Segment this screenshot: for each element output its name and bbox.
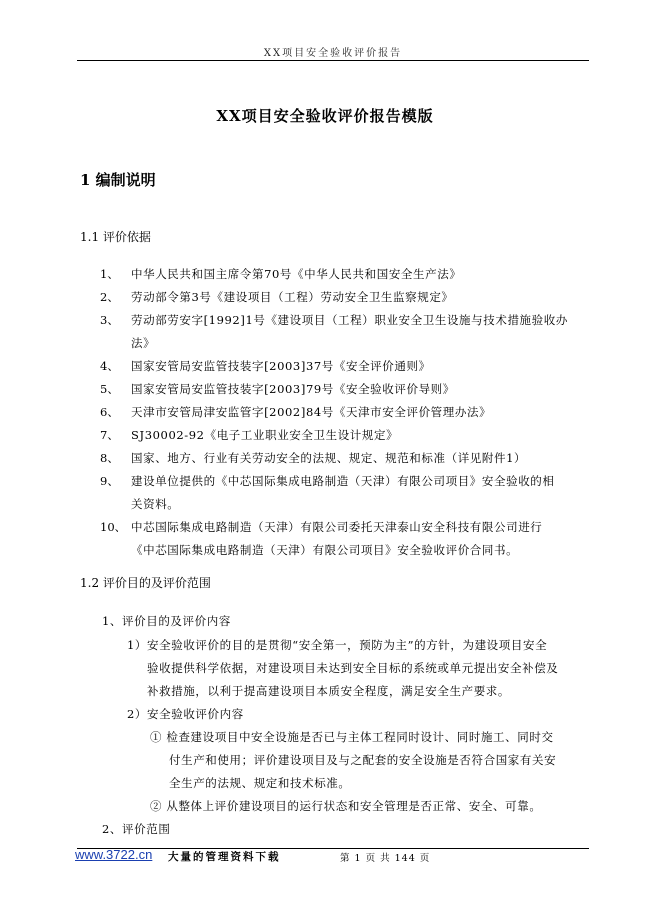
running-header: XX项目安全验收评价报告 bbox=[263, 48, 403, 59]
list-text-continued: 关资料。 bbox=[131, 497, 180, 511]
list-number: 5、 bbox=[100, 382, 119, 396]
list-number: 8、 bbox=[100, 451, 119, 465]
list-text: 国家安管局安监管技装字[2003]79号《安全验收评价导则》 bbox=[131, 382, 455, 396]
section-1-heading: 1 编制说明 bbox=[80, 171, 156, 189]
section-1-1-heading: 1.1 评价依据 bbox=[80, 230, 151, 244]
list-text: 国家安管局安监管技装字[2003]37号《安全评价通则》 bbox=[131, 359, 431, 373]
list-text: 建设单位提供的《中芯国际集成电路制造（天津）有限公司项目》安全验收的相 bbox=[131, 474, 555, 488]
list-text: 中芯国际集成电路制造（天津）有限公司委托天津泰山安全科技有限公司进行 bbox=[131, 520, 543, 534]
paragraph-scope-heading: 2、评价范围 bbox=[102, 822, 171, 836]
document-title: XX项目安全验收评价报告模版 bbox=[216, 107, 434, 125]
list-number: 9、 bbox=[100, 474, 119, 488]
list-text: 劳动部令第3号《建设项目（工程）劳动安全卫生监察规定》 bbox=[131, 290, 454, 304]
list-number: 6、 bbox=[100, 405, 119, 419]
header-rule bbox=[77, 60, 589, 61]
content-item-line: ① 检查建设项目中安全设施是否已与主体工程同时设计、同时施工、同时交 bbox=[150, 730, 554, 744]
footer-rule bbox=[77, 848, 589, 849]
content-subheading: 2）安全验收评价内容 bbox=[127, 707, 244, 721]
list-text: 国家、地方、行业有关劳动安全的法规、规定、规范和标准（详见附件1） bbox=[131, 451, 527, 465]
list-text-continued: 《中芯国际集成电路制造（天津）有限公司项目》安全验收评价合同书。 bbox=[131, 543, 519, 557]
purpose-text-line: 1）安全验收评价的目的是贯彻“安全第一，预防为主”的方针，为建设项目安全 bbox=[127, 638, 548, 652]
list-number: 3、 bbox=[100, 313, 119, 327]
content-item-line: 付生产和使用；评价建设项目及与之配套的安全设施是否符合国家有关安 bbox=[169, 753, 557, 767]
purpose-text-line: 补救措施，以利于提高建设项目本质安全程度，满足安全生产要求。 bbox=[147, 684, 510, 698]
list-text-continued: 法》 bbox=[131, 336, 156, 350]
list-text: 天津市安管局津安监管字[2002]84号《天津市安全评价管理办法》 bbox=[131, 405, 492, 419]
section-1-2-heading: 1.2 评价目的及评价范围 bbox=[80, 576, 211, 590]
list-number: 4、 bbox=[100, 359, 119, 373]
list-number: 10、 bbox=[100, 520, 127, 534]
footer-site-link[interactable]: www.3722.cn bbox=[75, 847, 153, 862]
paragraph-purpose-heading: 1、评价目的及评价内容 bbox=[102, 614, 231, 628]
content-item-line: 全生产的法规、规定和技术标准。 bbox=[169, 776, 351, 790]
purpose-text-line: 验收提供科学依据，对建设项目未达到安全目标的系统或单元提出安全补偿及 bbox=[147, 661, 559, 675]
list-number: 7、 bbox=[100, 428, 119, 442]
list-text: 劳动部劳安字[1992]1号《建设项目（工程）职业安全卫生设施与技术措施验收办 bbox=[131, 313, 568, 327]
footer-page-number: 第 1 页 共 144 页 bbox=[340, 853, 431, 864]
list-number: 1、 bbox=[100, 267, 119, 281]
list-number: 2、 bbox=[100, 290, 119, 304]
list-text: SJ30002-92《电子工业职业安全卫生设计规定》 bbox=[131, 428, 399, 442]
footer-tagline: 大量的管理资料下载 bbox=[168, 851, 281, 863]
list-text: 中华人民共和国主席令第70号《中华人民共和国安全生产法》 bbox=[131, 267, 462, 281]
content-item-line: ② 从整体上评价建设项目的运行状态和安全管理是否正常、安全、可靠。 bbox=[150, 799, 542, 813]
